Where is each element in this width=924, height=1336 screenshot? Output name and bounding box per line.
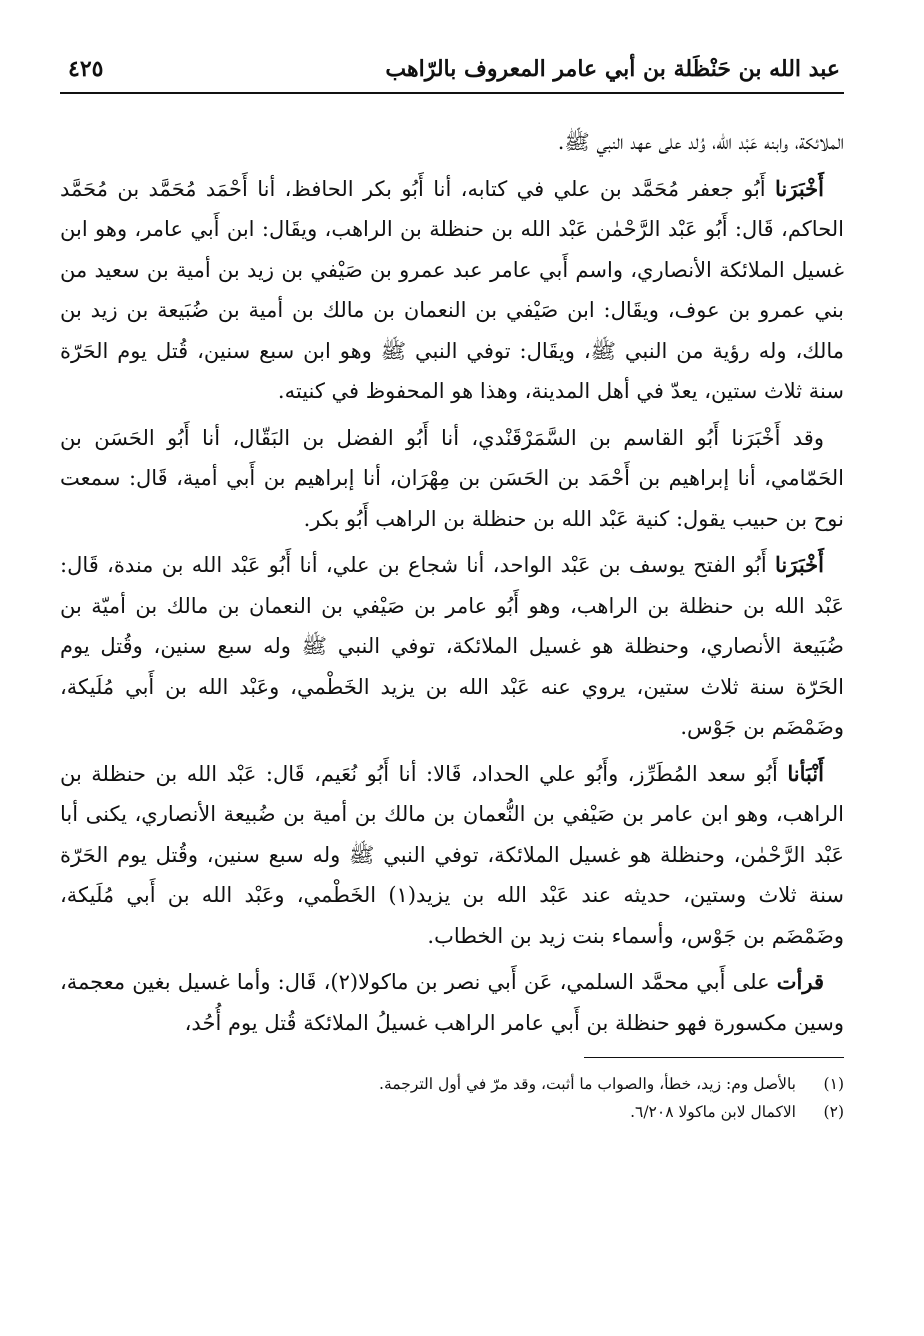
footnote-number: (٢) [823,1103,844,1121]
paragraph-1 [60,122,844,163]
footnote-divider [584,1057,844,1058]
page-header [60,48,844,94]
paragraph-3 [60,418,844,540]
paragraph-lead: أَخْبَرَنا [775,552,824,577]
footnote-1 [60,1070,844,1098]
paragraph-text: الملائكة، وابنه عَبْد الله، وُلد على عهد النبي ﷺ. [557,130,844,154]
footnotes [60,1070,844,1126]
paragraph-2 [60,169,844,412]
paragraph-4 [60,545,844,748]
footnote-number: (١) [823,1075,844,1093]
paragraph-lead: قرأت [776,969,825,994]
paragraph-lead: أَخْبَرَنا [775,175,824,201]
paragraph-text: أَبُو الفتح يوسف بن عَبْد الواحد، أنا شجاع بن علي، أنا أَبُو عَبْد الله بن مندة، قَال: عَبْد الله بن حنظلة بن الراهب، وهو أَبُو عامر بن صَيْفي بن النعمان بن مالك بن أميّة بن ضُبَيعة الأنصاري، وحنظلة هو غسيل الملائكة، توفي النبي ﷺ وله سبع سنين، وقُتل يوم الحَرّة سنة ثلاث ستين، يروي عنه عَبْد الله بن يزيد الخَطْمي، وعَبْد الله بن أَبي مُلَيكة، وضَمْضَم بن جَوْس. [60,553,844,739]
paragraph-text: أَبُو سعد المُطَرِّز، وأَبُو علي الحداد، قَالا: أنا أَبُو نُعَيم، قَال: عَبْد الله بن حنظلة بن الراهب، وهو ابن عامر بن صَيْفي بن النُّعمان بن مالك بن أمية بن ضُبيعة الأنصاري، يكنى أبا عَبْد الرَّحْمٰن، وحنظلة هو غسيل الملائكة، توفي النبي ﷺ وله سبع سنين، وقُتل يوم الحَرّة سنة ثلاث وستين، حديثه عند عَبْد الله بن يزيد(١) الخَطْمي، وعَبْد الله بن أَبي مُلَيكة، وضَمْضَم بن جَوْس، وأسماء بنت زيد بن الخطاب. [60,761,845,948]
paragraph-text: على أَبي محمَّد السلمي، عَن أَبي نصر بن ماكولا(٢)، قَال: وأما غسيل بغين معجمة، وسين مكسورة فهو حنظلة بن أَبي عامر الراهب غسيلُ الملائكة قُتل يوم أُحُد، [60,970,844,1035]
paragraph-text: وقد أَخْبَرَنا أَبُو القاسم بن السَّمَرْقَنْدي، أنا أَبُو الفضل بن البَقّال، أنا أَبُو الحَسَن بن الحَمّامي، أنا إبراهيم بن أَحْمَد بن الحَسَن بن مِهْرَان، أنا إبراهيم بن أَبي أمية، قَال: سمعت نوح بن حبيب يقول: كنية عَبْد الله بن حنظلة بن الراهب أَبُو بكر. [60,425,844,531]
body-text [60,122,844,1043]
footnote-text: الاكمال لابن ماكولا ٦/٢٠٨. [630,1103,796,1121]
footnote-2 [60,1098,844,1126]
paragraph-6 [60,962,844,1043]
running-title: عبد الله بن حَنْظَلة بن أبي عامر المعروف بالرّاهب [385,56,840,82]
page-number: ٤٢٥ [68,56,104,82]
book-page [60,48,844,1298]
paragraph-5 [60,754,844,957]
footnote-text: بالأصل وم: زيد، خطأ، والصواب ما أثبت، وقد مرّ في أول الترجمة. [379,1075,796,1093]
paragraph-text: أَبُو جعفر مُحَمَّد بن علي في كتابه، أنا أَبُو بكر الحافظ، أنا أَحْمَد مُحَمَّد بن مُحَمَّد الحاكم، قَال: أَبُو عَبْد الرَّحْمٰن عَبْد الله بن حنظلة بن الراهب، ويقَال: ابن أَبي عامر، وهو ابن غسيل الملائكة الأنصاري، واسم أَبي عامر عبد عمرو بن صَيْفي بن زيد بن أمية بن سعيد من بني عمرو بن عوف، ويقَال: ابن صَيْفي بن النعمان بن مالك بن أمية بن ضُبَيعة بن زيد بن مالك، وله رؤية من النبي ﷺ، ويقَال: توفي النبي ﷺ وهو ابن سبع سنين، قُتل يوم الحَرّة سنة ثلاث ستين، يعدّ في أهل المدينة، وهذا هو المحفوظ في كنيته. [60,176,844,403]
paragraph-lead: أَنْبَأنا [787,760,824,786]
